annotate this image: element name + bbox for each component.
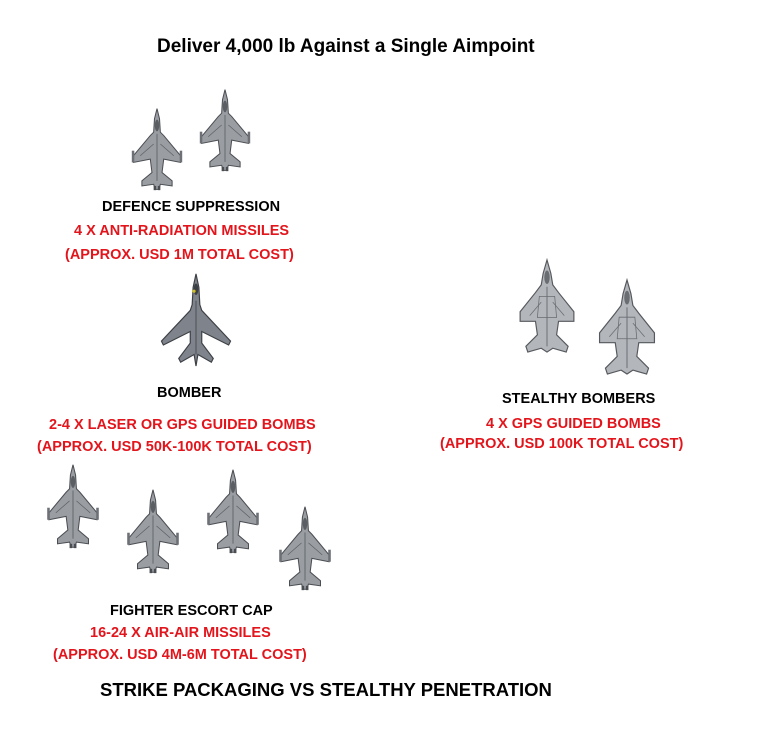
defence-suppression-payload: 4 X ANTI-RADIATION MISSILES	[74, 223, 290, 239]
defence-suppression-label: DEFENCE SUPPRESSION	[102, 199, 281, 215]
stealthy-bombers-label: STEALTHY BOMBERS	[502, 391, 656, 407]
bomber-payload: 2-4 X LASER OR GPS GUIDED BOMBS	[49, 417, 316, 433]
page-title: Deliver 4,000 lb Against a Single Aimpoint	[157, 36, 535, 57]
stealth-fighter-icon	[516, 258, 578, 354]
footer-caption: STRIKE PACKAGING VS STEALTHY PENETRATION	[100, 679, 552, 700]
stealthy-bombers-payload: 4 X GPS GUIDED BOMBS	[486, 416, 661, 432]
fighter-jet-icon	[272, 505, 338, 591]
bomber-cost: (APPROX. USD 50K-100K TOTAL COST)	[37, 439, 312, 455]
fighter-jet-icon	[40, 463, 106, 549]
swing-wing-bomber-icon	[155, 272, 237, 368]
fighter-escort-payload: 16-24 X AIR-AIR MISSILES	[90, 625, 271, 641]
fighter-escort-label: FIGHTER ESCORT CAP	[110, 603, 273, 619]
fighter-jet-icon	[125, 107, 189, 191]
bomber-label: BOMBER	[157, 385, 222, 401]
fighter-jet-icon	[193, 88, 257, 172]
stealthy-bombers-cost: (APPROX. USD 100K TOTAL COST)	[440, 436, 684, 452]
stealth-fighter-icon	[593, 278, 661, 376]
fighter-jet-icon	[120, 488, 186, 574]
fighter-jet-icon	[200, 468, 266, 554]
fighter-escort-cost: (APPROX. USD 4M-6M TOTAL COST)	[53, 647, 307, 663]
defence-suppression-cost: (APPROX. USD 1M TOTAL COST)	[65, 247, 294, 263]
